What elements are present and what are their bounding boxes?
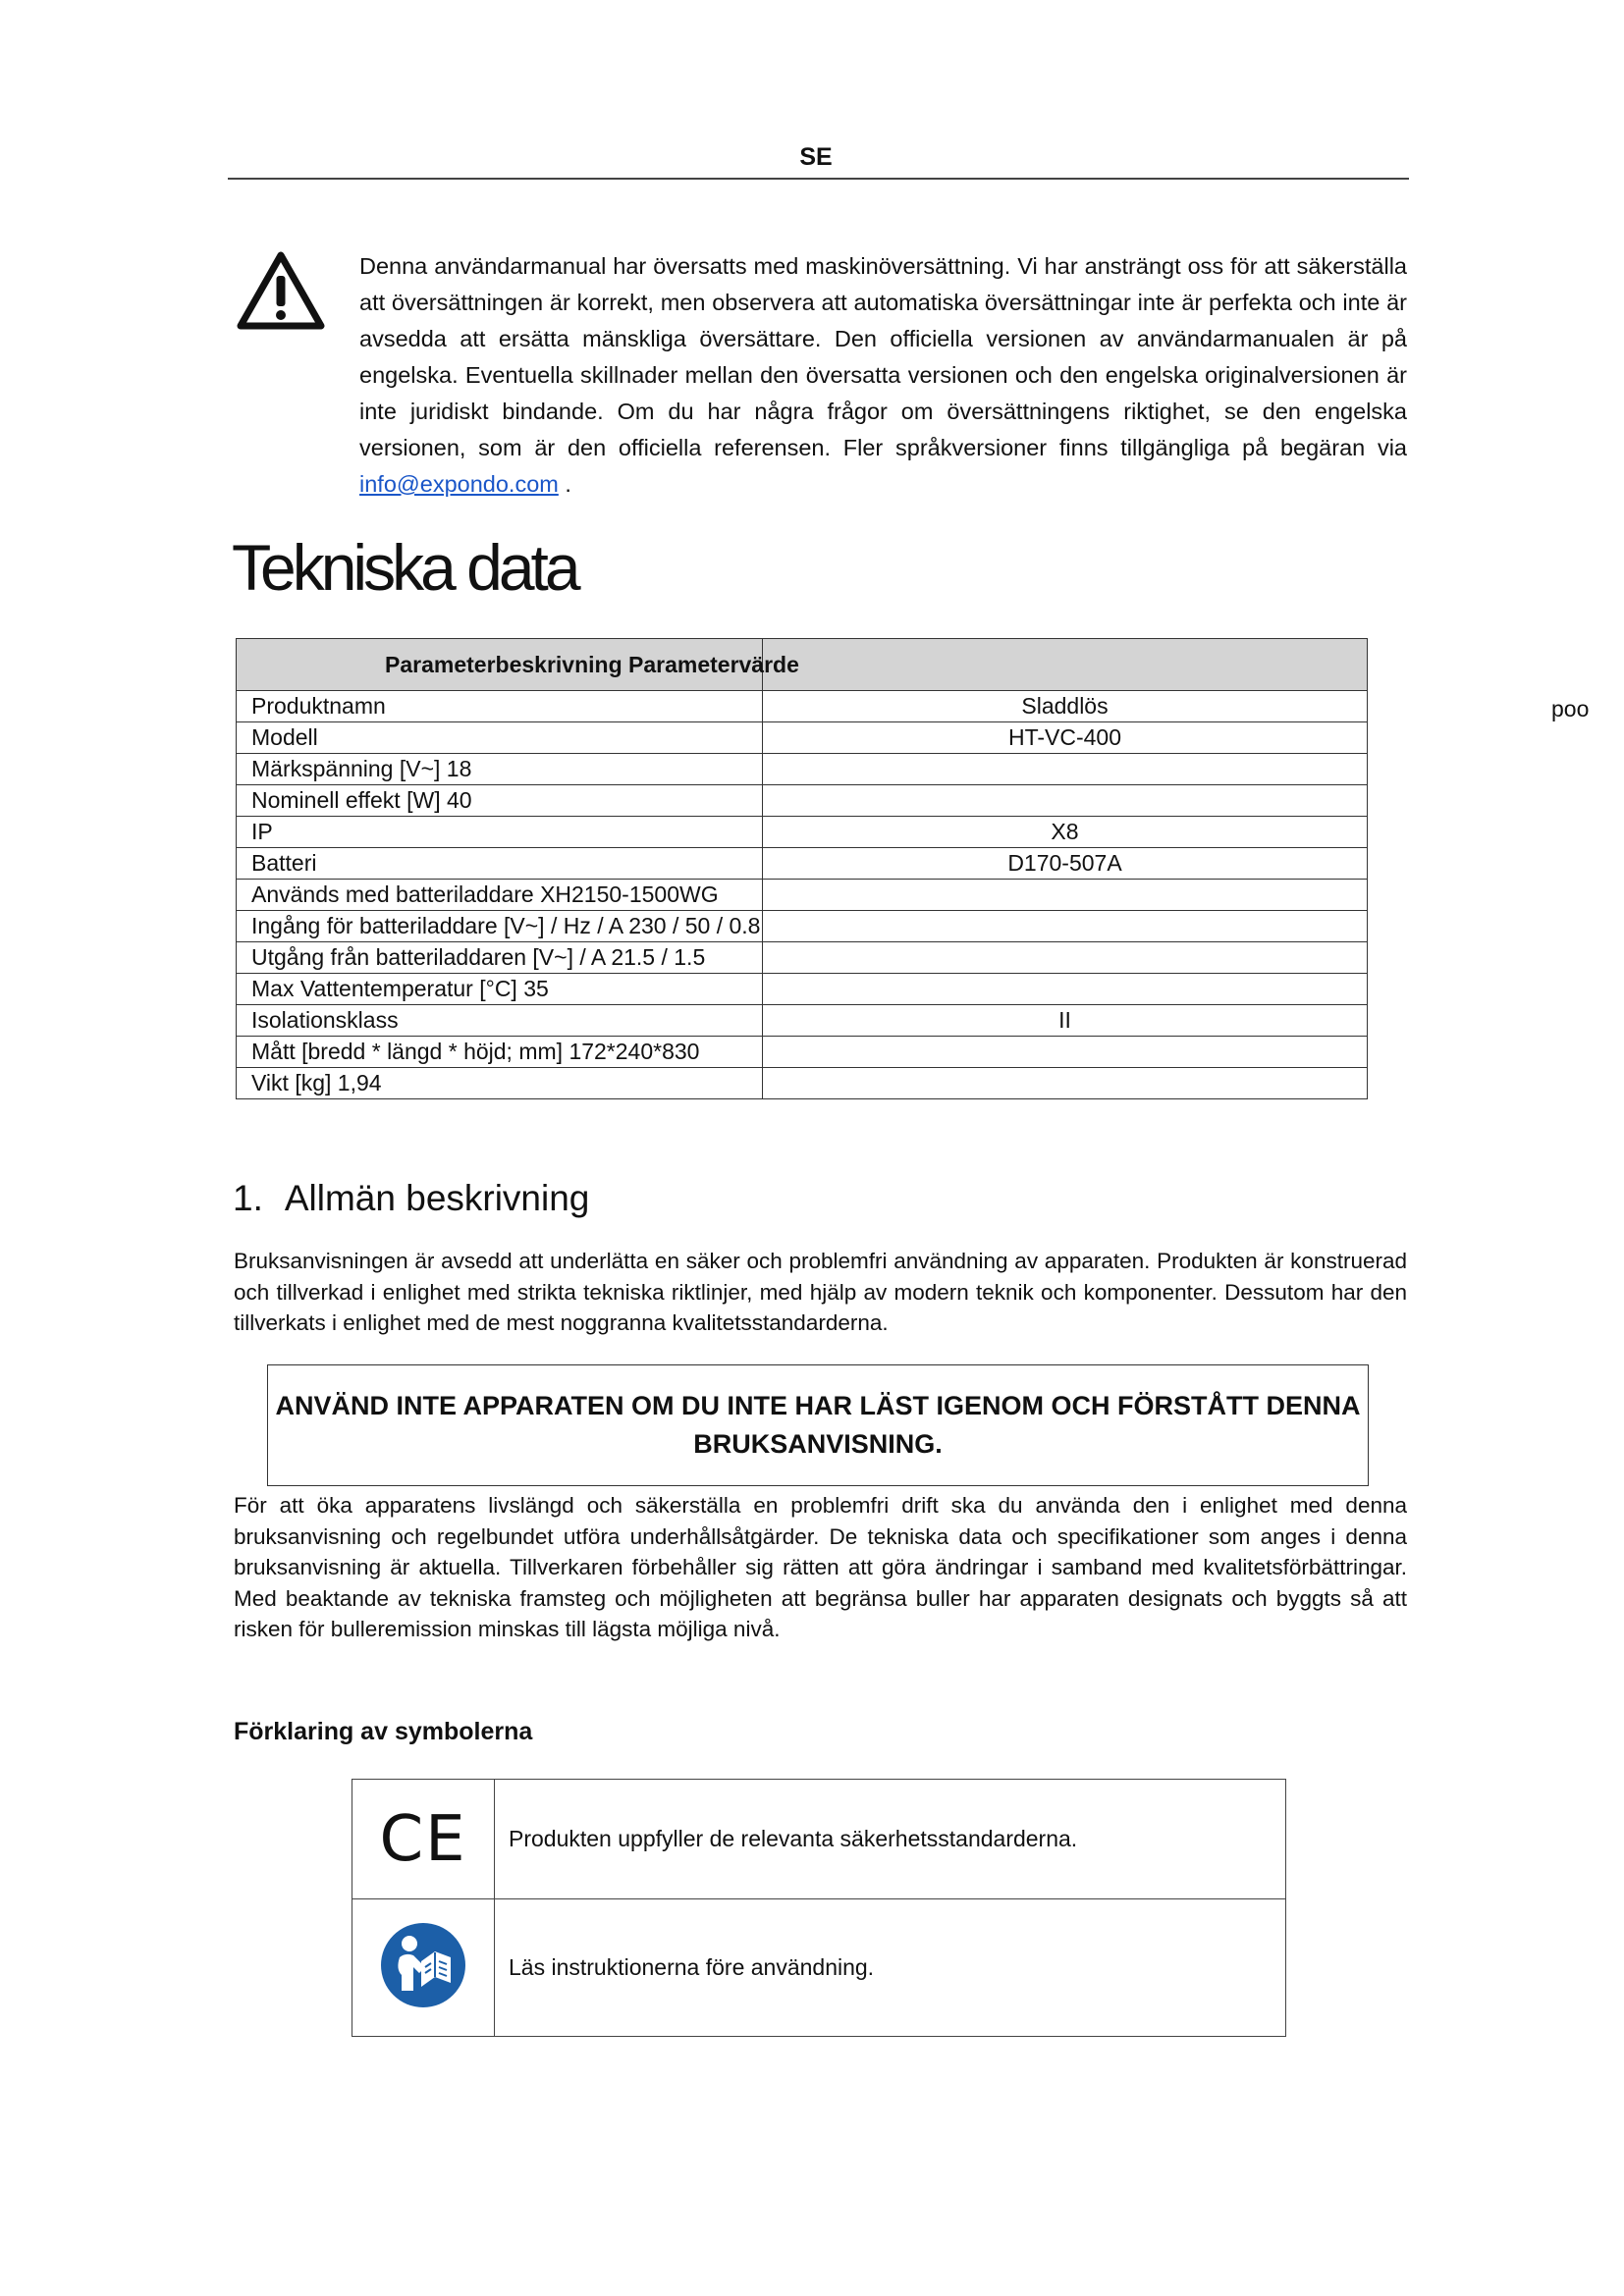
parameter-value (763, 974, 1368, 1005)
table-header-text: Parameterbeskrivning Parametervärde (385, 652, 799, 677)
table-row (237, 848, 1368, 880)
parameter-name: Utgång från batteriladdaren [V~] / A 21.5 / 1.5 (237, 942, 763, 974)
table-row (237, 817, 1368, 848)
header-divider (228, 178, 1409, 180)
table-row (237, 691, 1368, 722)
table-row (237, 942, 1368, 974)
parameter-name: IP (237, 817, 763, 848)
page-title: Tekniska data (232, 531, 577, 604)
table-row (237, 785, 1368, 817)
section-number: 1. (233, 1178, 263, 1218)
parameter-value (763, 1068, 1368, 1099)
notice-box: ANVÄND INTE APPARATEN OM DU INTE HAR LÄST IGENOM OCH FÖRSTÅTT DENNA BRUKSANVISNING. (267, 1364, 1369, 1486)
intro-paragraph: Bruksanvisningen är avsedd att underlätta en säker och problemfri användning av apparaten. Produkten är konstruerad och tillverkad i enlighet med strikta tekniska riktlinjer, med hjälp av modern teknik och komponenter. Dessutom har den tillverkats i enlighet med de mest noggranna kvalitetsstandarderna. (234, 1249, 1407, 1335)
page-language-label: SE (799, 143, 833, 171)
symbol-description: Produkten uppfyller de relevanta säkerhetsstandarderna. (495, 1780, 1286, 1899)
disclaimer-text: Denna användarmanual har översatts med maskinöversättning. Vi har ansträngt oss för att säkerställa att översättningen är korrekt, men observera att automatiska översättningar inte är perfekta och inte är avsedda att ersätta mänskliga översättare. Den officiella versionen av användarmanualen är på engelska. Eventuella skillnader mellan den översatta versionen och den engelska originalversionen är inte juridiskt bindande. Om du har några frågor om översättningens riktighet, se den engelska versionen, som är den officiella referensen. Fler språkversioner finns tillgängliga på begäran via (359, 253, 1407, 460)
parameter-value (763, 911, 1368, 942)
maintenance-paragraph: För att öka apparatens livslängd och säkerställa en problemfri drift ska du använda den i enlighet med denna bruksanvisning och regelbundet utföra underhållsåtgärder. De tekniska data och specifikationer som anges i denna bruksanvisning är aktuella. Tillverkaren förbehåller sig rätten att göra ändringar i samband med kvalitetsförbättringar. Med beaktande av tekniska framsteg och möjligheten att begränsa buller har apparaten designats och byggts så att risken för bulleremission minskas till lägsta möjliga nivå. (234, 1493, 1407, 1641)
section-heading (233, 1178, 589, 1219)
parameter-name: Nominell effekt [W] 40 (237, 785, 763, 817)
table-row (237, 880, 1368, 911)
ce-mark-icon (352, 1780, 495, 1899)
symbol-row (352, 1899, 1286, 2037)
parameter-name: Ingång för batteriladdare [V~] / Hz / A 230 / 50 / 0.8 (237, 911, 763, 942)
translation-disclaimer (359, 248, 1407, 503)
parameter-name: Isolationsklass (237, 1005, 763, 1037)
technical-data-table (236, 638, 1368, 1099)
contact-email-link[interactable]: info@expondo.com (359, 471, 559, 497)
table-row (237, 1005, 1368, 1037)
ce-mark-text: CE (379, 1802, 467, 1876)
table-row (237, 722, 1368, 754)
parameter-value: HT-VC-400 (763, 722, 1368, 754)
parameter-value (763, 942, 1368, 974)
symbols-table (352, 1779, 1286, 2037)
parameter-name: Modell (237, 722, 763, 754)
overflow-text: poo (1551, 696, 1590, 721)
symbols-heading: Förklaring av symbolerna (234, 1718, 533, 1745)
parameter-name: Används med batteriladdare XH2150-1500WG (237, 880, 763, 911)
parameter-value (763, 754, 1368, 785)
parameter-name: Märkspänning [V~] 18 (237, 754, 763, 785)
warning-triangle-icon (237, 251, 325, 330)
parameter-value (763, 1037, 1368, 1068)
symbol-description: Läs instruktionerna före användning. (495, 1899, 1286, 2037)
parameter-value: X8 (763, 817, 1368, 848)
parameter-value: D170-507A (763, 848, 1368, 880)
parameter-name: Vikt [kg] 1,94 (237, 1068, 763, 1099)
section-title: Allmän beskrivning (284, 1178, 590, 1218)
table-row (237, 1037, 1368, 1068)
read-manual-icon-cell (352, 1899, 495, 2037)
parameter-name: Mått [bredd * längd * höjd; mm] 172*240*830 (237, 1037, 763, 1068)
disclaimer-trailing: . (565, 471, 571, 497)
symbol-row (352, 1780, 1286, 1899)
parameter-name: Batteri (237, 848, 763, 880)
table-row (237, 754, 1368, 785)
table-row (237, 911, 1368, 942)
parameter-value (763, 880, 1368, 911)
parameter-value: Sladdlös (763, 691, 1368, 722)
parameter-name: Produktnamn (237, 691, 763, 722)
read-manual-icon (380, 1922, 466, 2008)
parameter-value (763, 785, 1368, 817)
table-row (237, 1068, 1368, 1099)
parameter-value: II (763, 1005, 1368, 1037)
parameter-name: Max Vattentemperatur [°C] 35 (237, 974, 763, 1005)
table-row (237, 974, 1368, 1005)
